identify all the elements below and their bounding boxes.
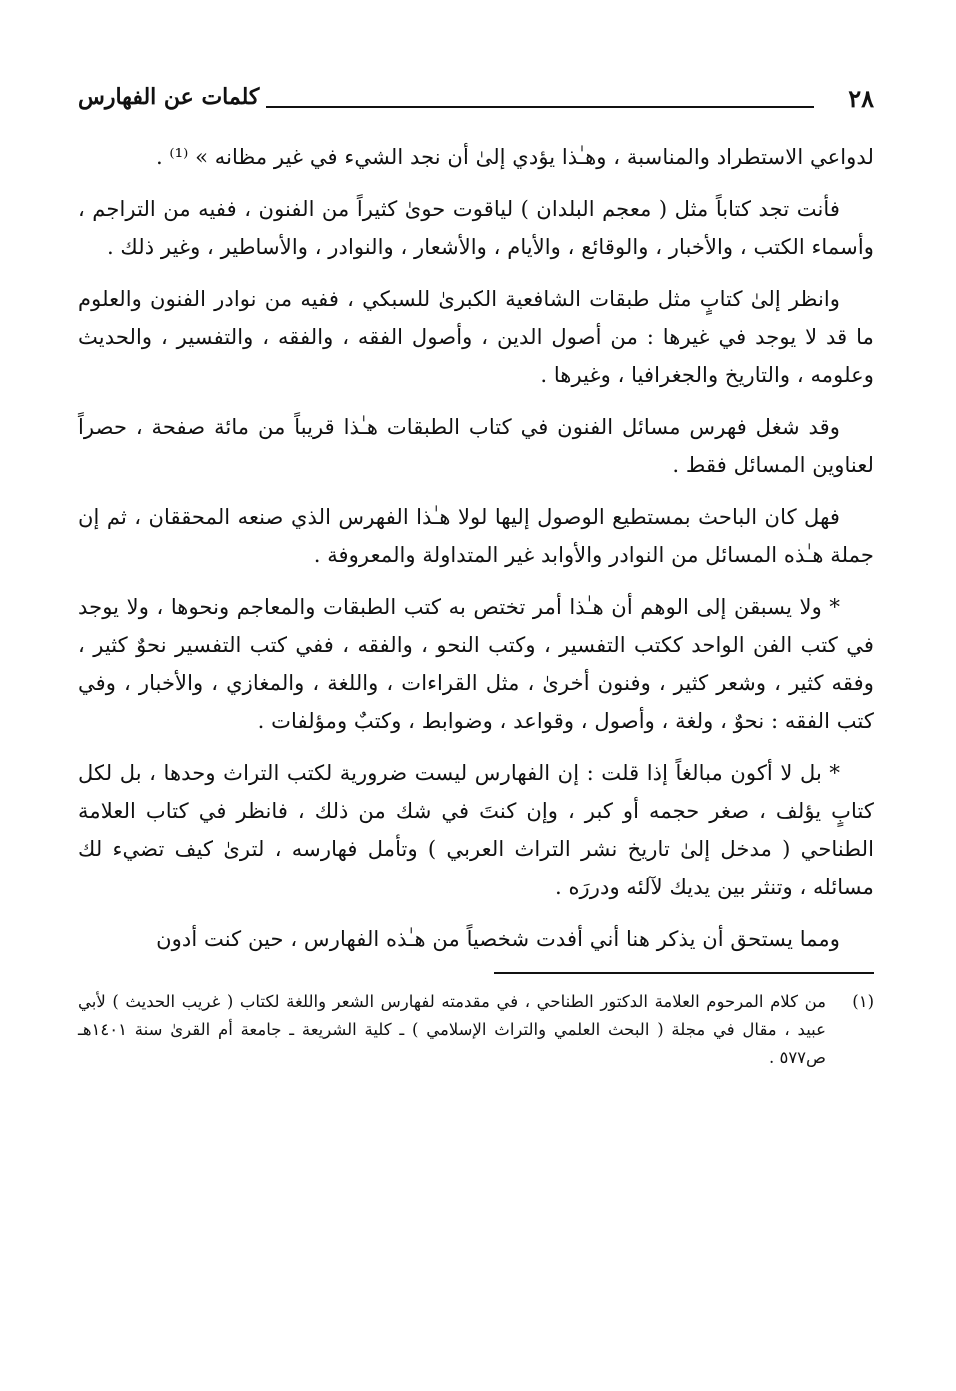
footnote xyxy=(78,988,874,1072)
book-page xyxy=(78,78,874,1072)
paragraph: وانظر إلىٰ كتابٍ مثل طبقات الشافعية الكبرىٰ للسبكي ، ففيه من نوادر الفنون والعلوم ما قد لا يوجد في غيرها : من أصول الدين ، وأصول الفقه ، والفقه ، والتفسير ، والحديث وعلومه ، والتاريخ والجغرافيا ، وغيرها . xyxy=(78,286,874,387)
page-number: ٢٨ xyxy=(848,84,874,113)
footnote-number: (١) xyxy=(852,992,874,1011)
paragraph: ومما يستحق أن يذكر هنا أني أفدت شخصياً من هـٰذه الفهارس ، حين كنت أدون xyxy=(156,926,840,951)
paragraph: فهل كان الباحث بمستطيع الوصول إليها لولا هـٰذا الفهرس الذي صنعه المحققان ، ثم إن جملة هـٰذه المسائل من النوادر والأوابد غير المتداولة والمعروفة . xyxy=(78,504,874,567)
page-header xyxy=(78,78,874,118)
paragraph: وقد شغل فهرس مسائل الفنون في كتاب الطبقات هـٰذا قريباً من مائة صفحة ، حصراً لعناوين المسائل فقط . xyxy=(78,414,874,477)
running-title: كلمات عن الفهارس xyxy=(78,84,260,110)
paragraph: * ولا يسبقن إلى الوهم أن هـٰذا أمر تختص به كتب الطبقات والمعاجم ونحوها ، ولا يوجد في كتب الفن الواحد ككتب التفسير ، وكتب النحو ، والفقه ، ففي كتب التفسير نحوٌ كثير ، وفقه كثير ، وشعر كثير ، وفنون أخرىٰ ، مثل القراءات ، واللغة ، والمغازي ، والأخبار ، وفي كتب الفقه : نحوٌ ، ولغة ، وأصول ، وقواعد ، وضوابط ، وكتبٌ ومؤلفات . xyxy=(78,594,874,733)
footnote-text: من كلام المرحوم العلامة الدكتور الطناحي ، في مقدمته لفهارس الشعر واللغة لكتاب ( غريب الحديث ) لأبي عبيد ، مقال في مجلة ( البحث العلمي والتراث الإسلامي ) ـ كلية الشريعة ـ جامعة أم القرىٰ سنة ١٤٠١هـ ص٥٧٧ . xyxy=(78,992,826,1067)
paragraph: لدواعي الاستطراد والمناسبة ، وهـٰذا يؤدي إلىٰ أن نجد الشيء في غير مظانه » ⁽¹⁾ . xyxy=(155,144,874,169)
paragraph: * بل لا أكون مبالغاً إذا قلت : إن الفهارس ليست ضرورية لكتب التراث وحدها ، بل لكل كتابٍ يؤلف ، صغر حجمه أو كبر ، وإن كنتَ في شك من ذلك ، فانظر في كتاب العلامة الطناحي ( مدخل إلىٰ تاريخ نشر التراث العربي ) وتأمل فهارسه ، لترىٰ كيف تضيء لك مسائله ، وتنثر بين يديك لآلئه ودررَه . xyxy=(78,760,874,899)
header-rule xyxy=(266,106,814,108)
paragraph: فأنت تجد كتاباً مثل ( معجم البلدان ) لياقوت حوىٰ كثيراً من الفنون ، ففيه من التراجم ، وأسماء الكتب ، والأخبار ، والوقائع ، والأيام ، والأشعار ، والنوادر ، والأساطير ، وغير ذلك . xyxy=(78,196,874,259)
body-text xyxy=(78,138,874,958)
footnote-rule xyxy=(494,972,874,974)
